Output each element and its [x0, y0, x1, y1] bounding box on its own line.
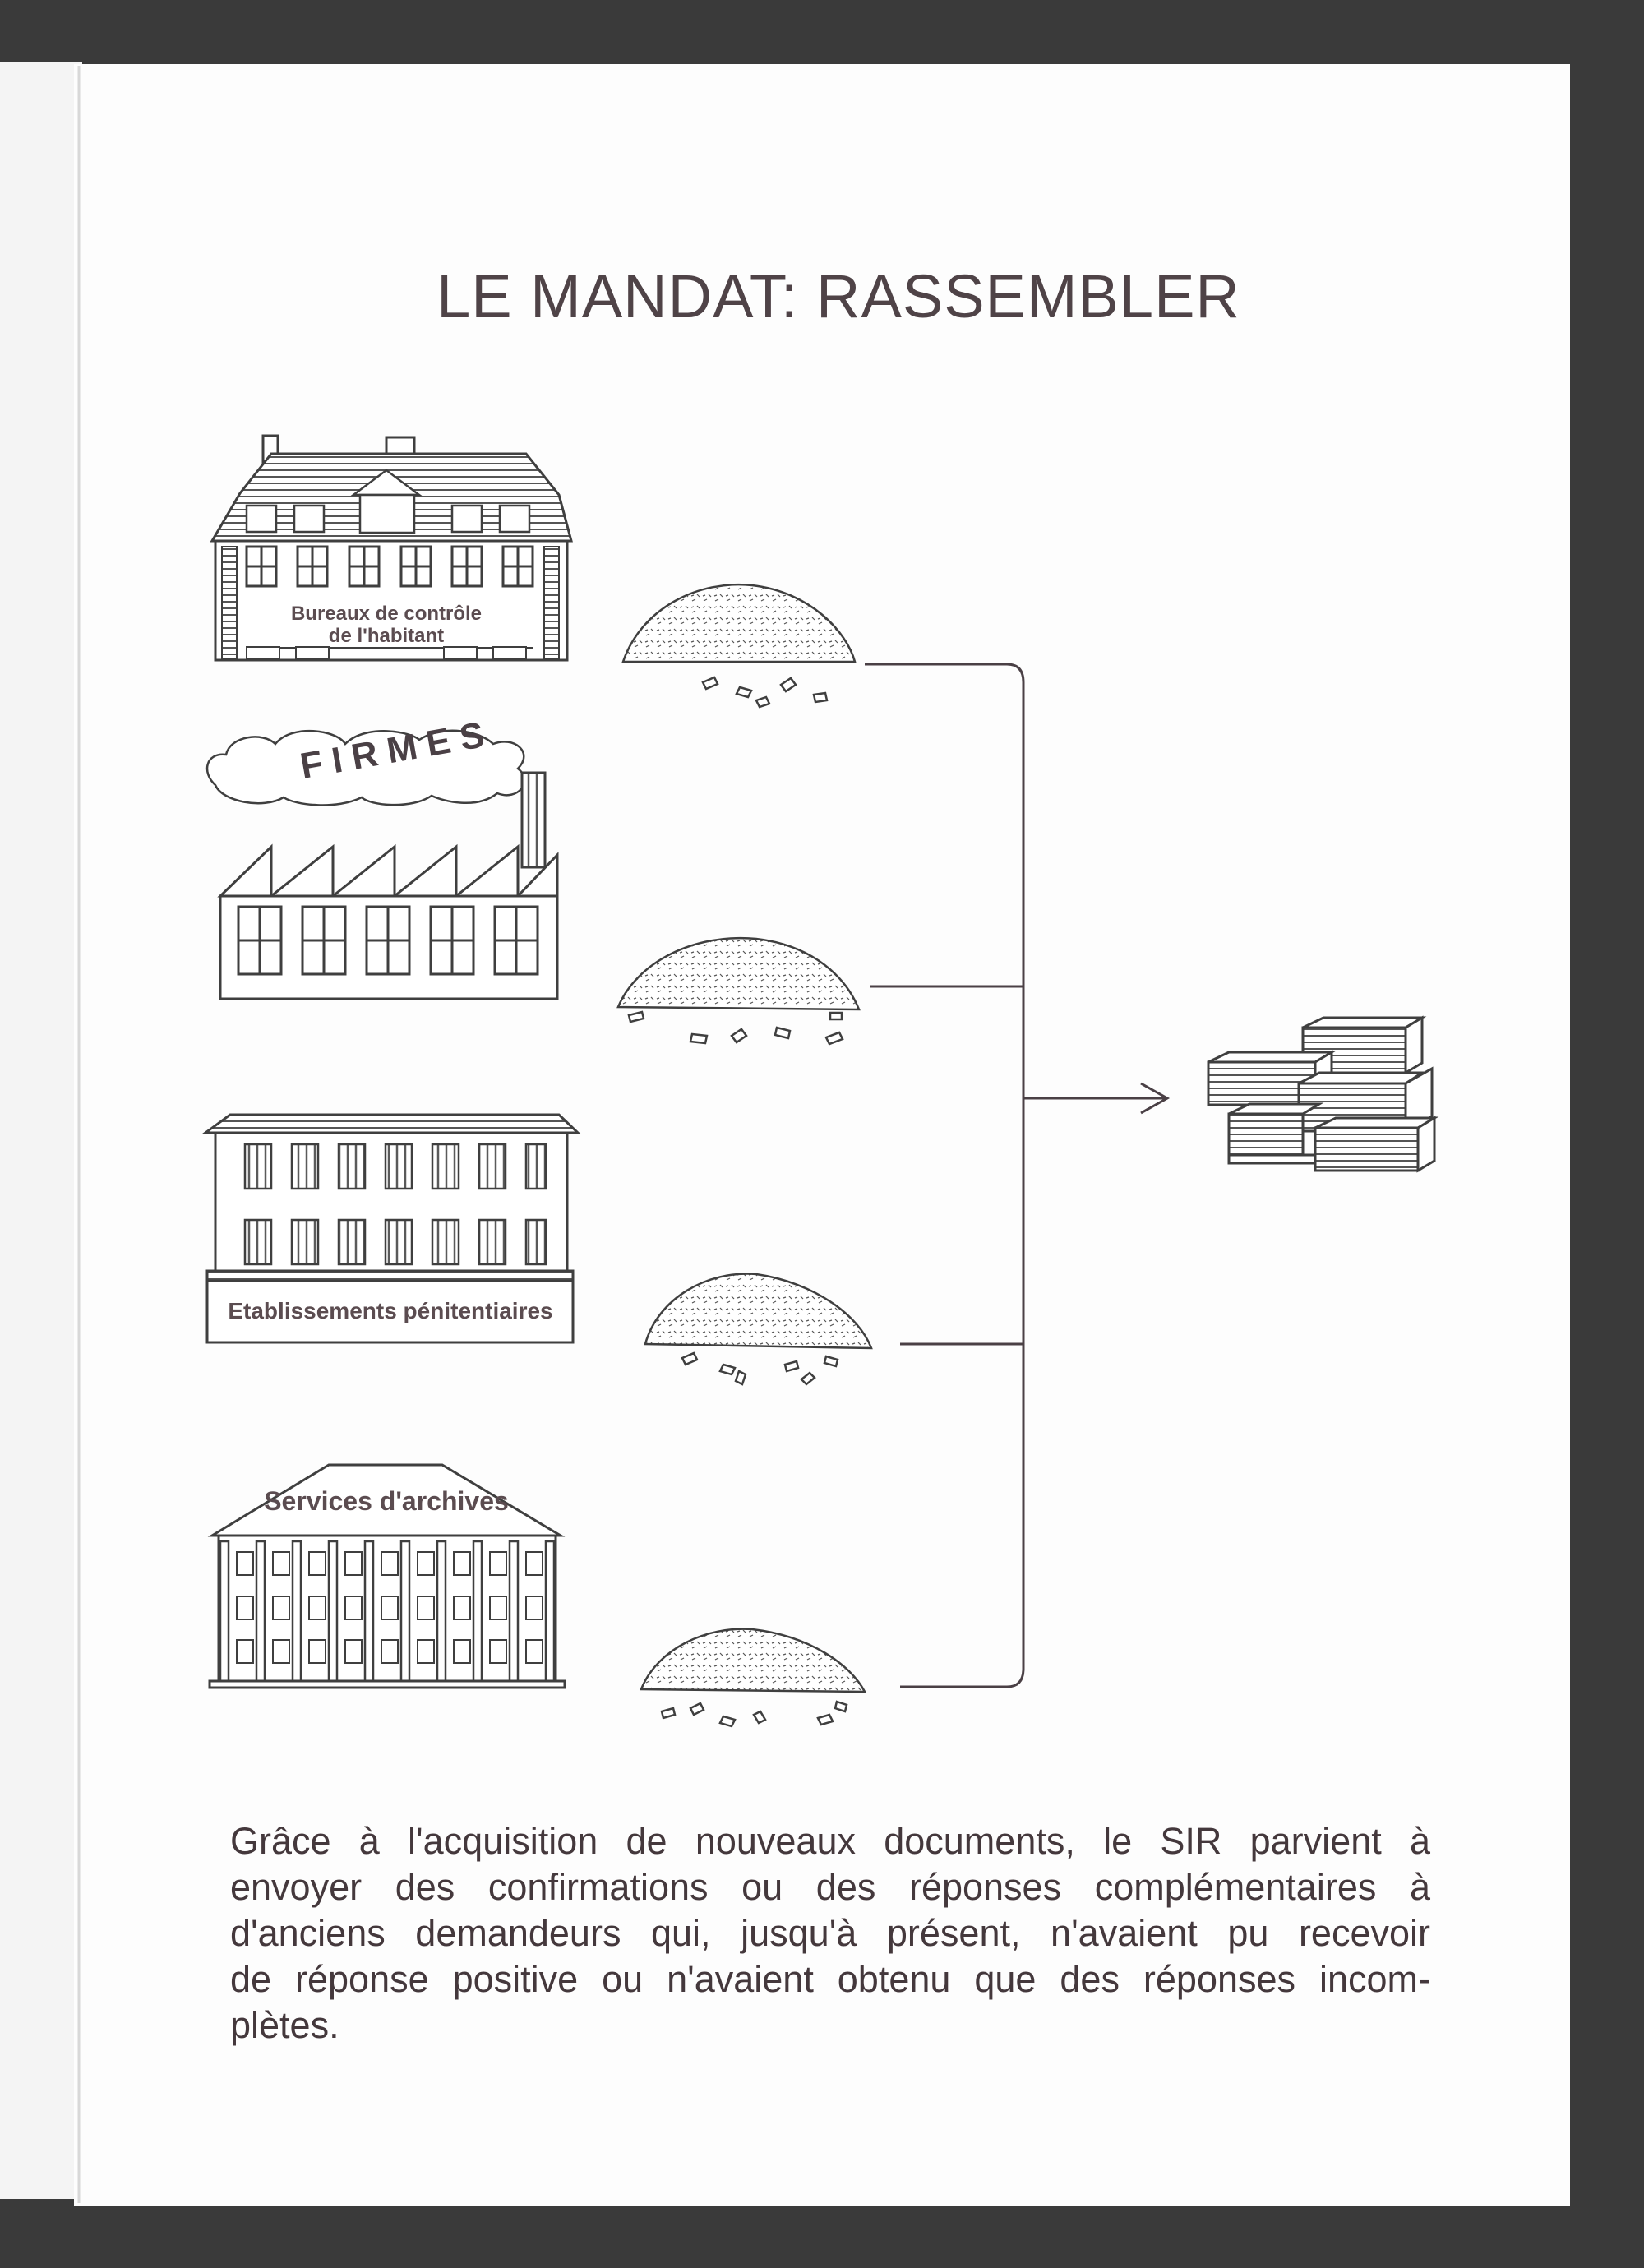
caption-line: de réponse positive ou n'avaient obtenu que des réponses incom- — [230, 1958, 1430, 2000]
caption-line: Grâce à l'acquisition de nouveaux documents, le SIR parvient à — [230, 1820, 1430, 1862]
source-label-population-offices — [247, 603, 526, 647]
source-label-prisons — [210, 1298, 571, 1324]
source-label-archives — [230, 1486, 543, 1517]
page-title: LE MANDAT: RASSEMBLER — [436, 262, 1240, 330]
source-label-line: FIRMES — [297, 713, 497, 787]
source-label-line: Etablissements pénitentiaires — [228, 1298, 553, 1323]
left-page-edge — [0, 62, 82, 2199]
source-label-line: Bureaux de contrôle — [290, 603, 483, 625]
caption-line: d'anciens demandeurs qui, jusqu'à présent, n'avaient pu recevoir — [230, 1912, 1430, 1954]
caption-line: envoyer des confirmations ou des réponses complémentaires à — [230, 1866, 1430, 1908]
caption-paragraph — [230, 1818, 1430, 2049]
source-label-line: de l'habitant — [328, 625, 445, 647]
caption-line: plètes. — [230, 2004, 339, 2046]
source-label-line: Services d'archives — [264, 1486, 509, 1516]
